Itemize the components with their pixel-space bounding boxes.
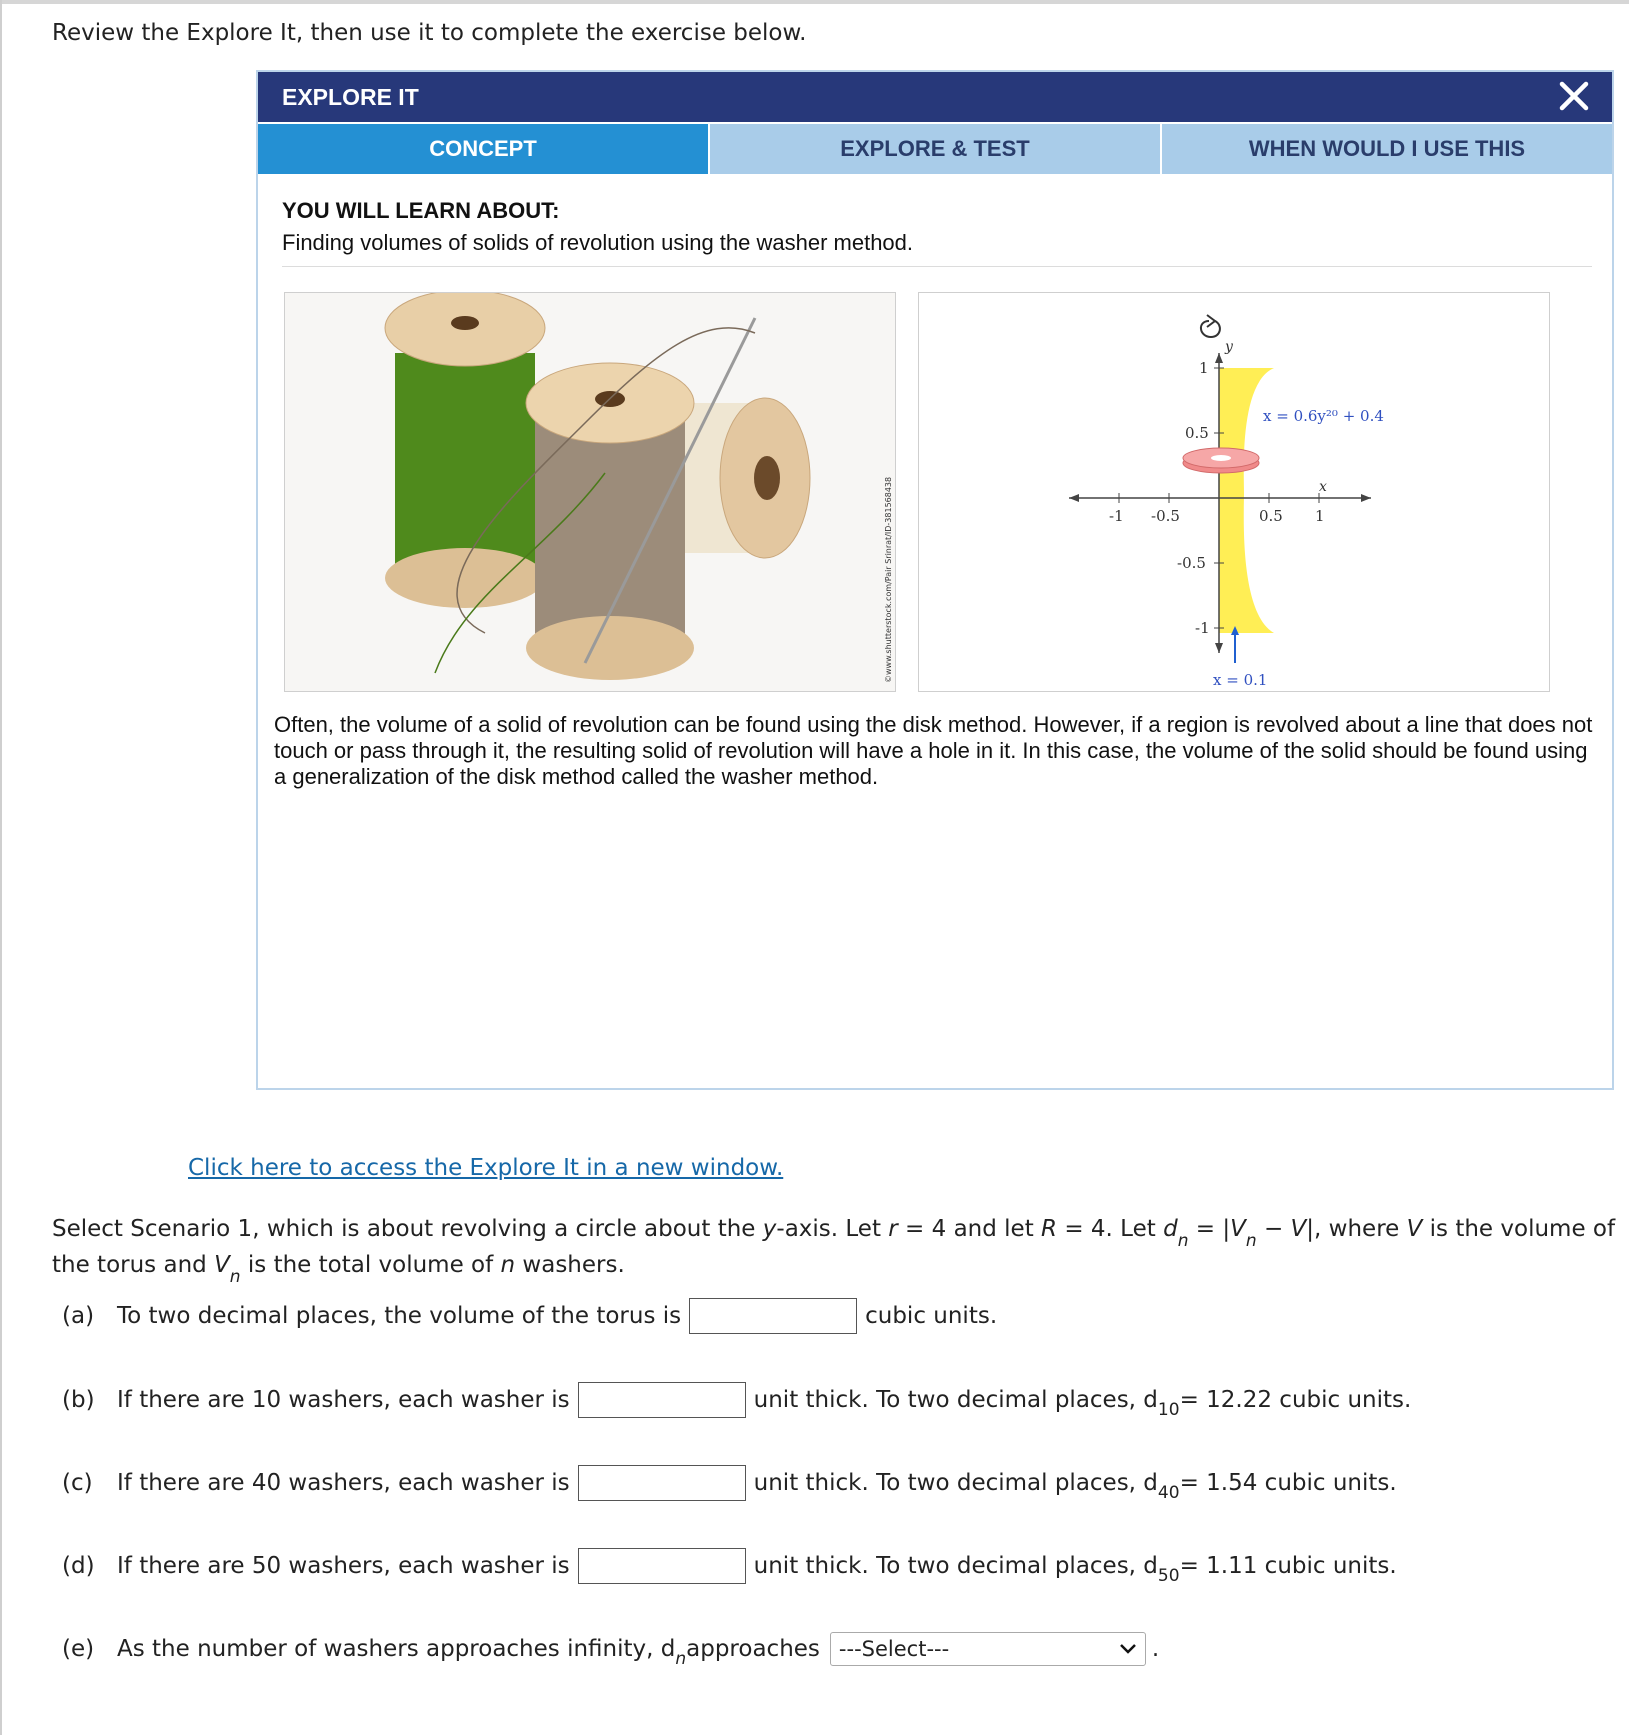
y-tick-label: -0.5 — [1177, 554, 1206, 572]
learn-text: Finding volumes of solids of revolution using the washer method. — [282, 230, 914, 255]
problem-text: = 4 and let — [897, 1216, 1042, 1242]
washer-thickness-40-input[interactable] — [578, 1465, 746, 1501]
explore-it-header — [258, 72, 1612, 122]
part-label: (a) — [62, 1303, 95, 1329]
problem-statement: Select Scenario 1, which is about revolving a circle about the y-axis. Let r = 4 and let R = 4. Let $d_n = |V_n - V|$, where V is the volume of the torus and $V_n$ is the total volume of n washers. — [52, 1216, 1616, 1287]
problem-text: is the total volume of — [240, 1252, 501, 1278]
spools-photo — [284, 292, 896, 692]
concept-paragraph: Often, the volume of a solid of revolution can be found using the disk method. However, if a region is revolved about a line that does not touch or pass through it, the resulting solid of revolution will have a hole in it. In this case, the volume of the solid should be found using a generalization of the disk method called the washer method. — [274, 712, 1593, 789]
part-text: If there are 10 washers, each washer is — [117, 1387, 570, 1413]
subscript: 50 — [1157, 1566, 1180, 1586]
x-axis-label: x — [1319, 479, 1327, 495]
part-result: = 1.54 cubic units. — [1179, 1470, 1397, 1496]
part-text: approaches — [686, 1636, 820, 1662]
top-border — [0, 0, 1629, 4]
part-text: unit thick. To two decimal places, d — [753, 1470, 1158, 1496]
curve-label: x = 0.6y²⁰ + 0.4 — [1263, 407, 1384, 425]
y-axis-label: y — [1225, 339, 1233, 355]
part-b — [62, 1382, 1411, 1418]
subscript: 40 — [1157, 1483, 1180, 1503]
explore-it-panel — [256, 70, 1614, 1090]
y-tick-label: 1 — [1199, 359, 1209, 377]
part-text: If there are 50 washers, each washer is — [117, 1553, 570, 1579]
part-text: To two decimal places, the volume of the torus is — [117, 1303, 682, 1329]
part-label: (b) — [62, 1387, 95, 1413]
select-value: ---Select--- — [838, 1637, 950, 1661]
intro-text: Review the Explore It, then use it to complete the exercise below. — [52, 20, 807, 46]
tab-when-would-i-use-this[interactable]: WHEN WOULD I USE THIS — [1162, 124, 1612, 174]
part-result: = 1.11 cubic units. — [1179, 1553, 1397, 1579]
part-text: unit thick. To two decimal places, d — [753, 1553, 1158, 1579]
part-label: (e) — [62, 1636, 95, 1662]
left-border — [0, 0, 2, 1735]
washer-thickness-10-input[interactable] — [578, 1382, 746, 1418]
chevron-down-icon — [1119, 1643, 1137, 1655]
x-tick-label: -1 — [1109, 507, 1124, 525]
problem-text: = 4. Let — [1057, 1216, 1164, 1242]
problem-text: -axis. Let — [776, 1216, 889, 1242]
rotate-icon[interactable] — [1201, 315, 1220, 337]
washer-thickness-50-input[interactable] — [578, 1548, 746, 1584]
tab-concept[interactable]: CONCEPT — [258, 124, 708, 174]
part-label: (d) — [62, 1553, 95, 1579]
problem-text: is the volume of the torus and — [52, 1216, 1616, 1278]
tab-explore-test[interactable]: EXPLORE & TEST — [710, 124, 1160, 174]
learn-heading: YOU WILL LEARN ABOUT: — [282, 198, 560, 223]
photo-credit: ©www.shutterstock.com/Pair Srinrat/ID-381568438 — [884, 476, 893, 683]
y-tick-label: -1 — [1195, 619, 1210, 637]
subscript: n — [675, 1649, 687, 1669]
part-d — [62, 1548, 1397, 1584]
problem-text: washers. — [515, 1252, 625, 1278]
close-icon[interactable] — [1554, 76, 1594, 116]
x-tick-label: 0.5 — [1259, 507, 1283, 525]
part-text: unit thick. To two decimal places, d — [753, 1387, 1158, 1413]
problem-text: |, where — [1306, 1216, 1407, 1242]
explore-it-link[interactable]: Click here to access the Explore It in a new window. — [188, 1155, 784, 1181]
part-text: If there are 40 washers, each washer is — [117, 1470, 570, 1496]
part-text: . — [1151, 1636, 1160, 1662]
x-tick-label: -0.5 — [1151, 507, 1180, 525]
washer-graph — [918, 292, 1550, 692]
problem-text: − — [1256, 1216, 1291, 1242]
x-tick-label: 1 — [1315, 507, 1325, 525]
explore-tabs — [258, 124, 1612, 174]
y-tick-label: 0.5 — [1185, 424, 1209, 442]
part-label: (c) — [62, 1470, 93, 1496]
part-result: = 12.22 cubic units. — [1179, 1387, 1412, 1413]
part-e — [62, 1632, 1160, 1669]
explore-it-title: EXPLORE IT — [282, 84, 419, 110]
subscript: 10 — [1157, 1400, 1180, 1420]
limit-select[interactable] — [830, 1632, 1146, 1666]
line-label: x = 0.1 — [1213, 671, 1268, 689]
divider — [282, 266, 1592, 267]
torus-volume-input[interactable] — [689, 1298, 857, 1334]
part-a — [62, 1298, 997, 1334]
problem-text: = | — [1188, 1216, 1231, 1242]
part-c — [62, 1465, 1397, 1501]
part-text: cubic units. — [865, 1303, 998, 1329]
problem-text: Select Scenario 1, which is about revolving a circle about the — [52, 1216, 763, 1242]
part-text: As the number of washers approaches infinity, d — [117, 1636, 676, 1662]
